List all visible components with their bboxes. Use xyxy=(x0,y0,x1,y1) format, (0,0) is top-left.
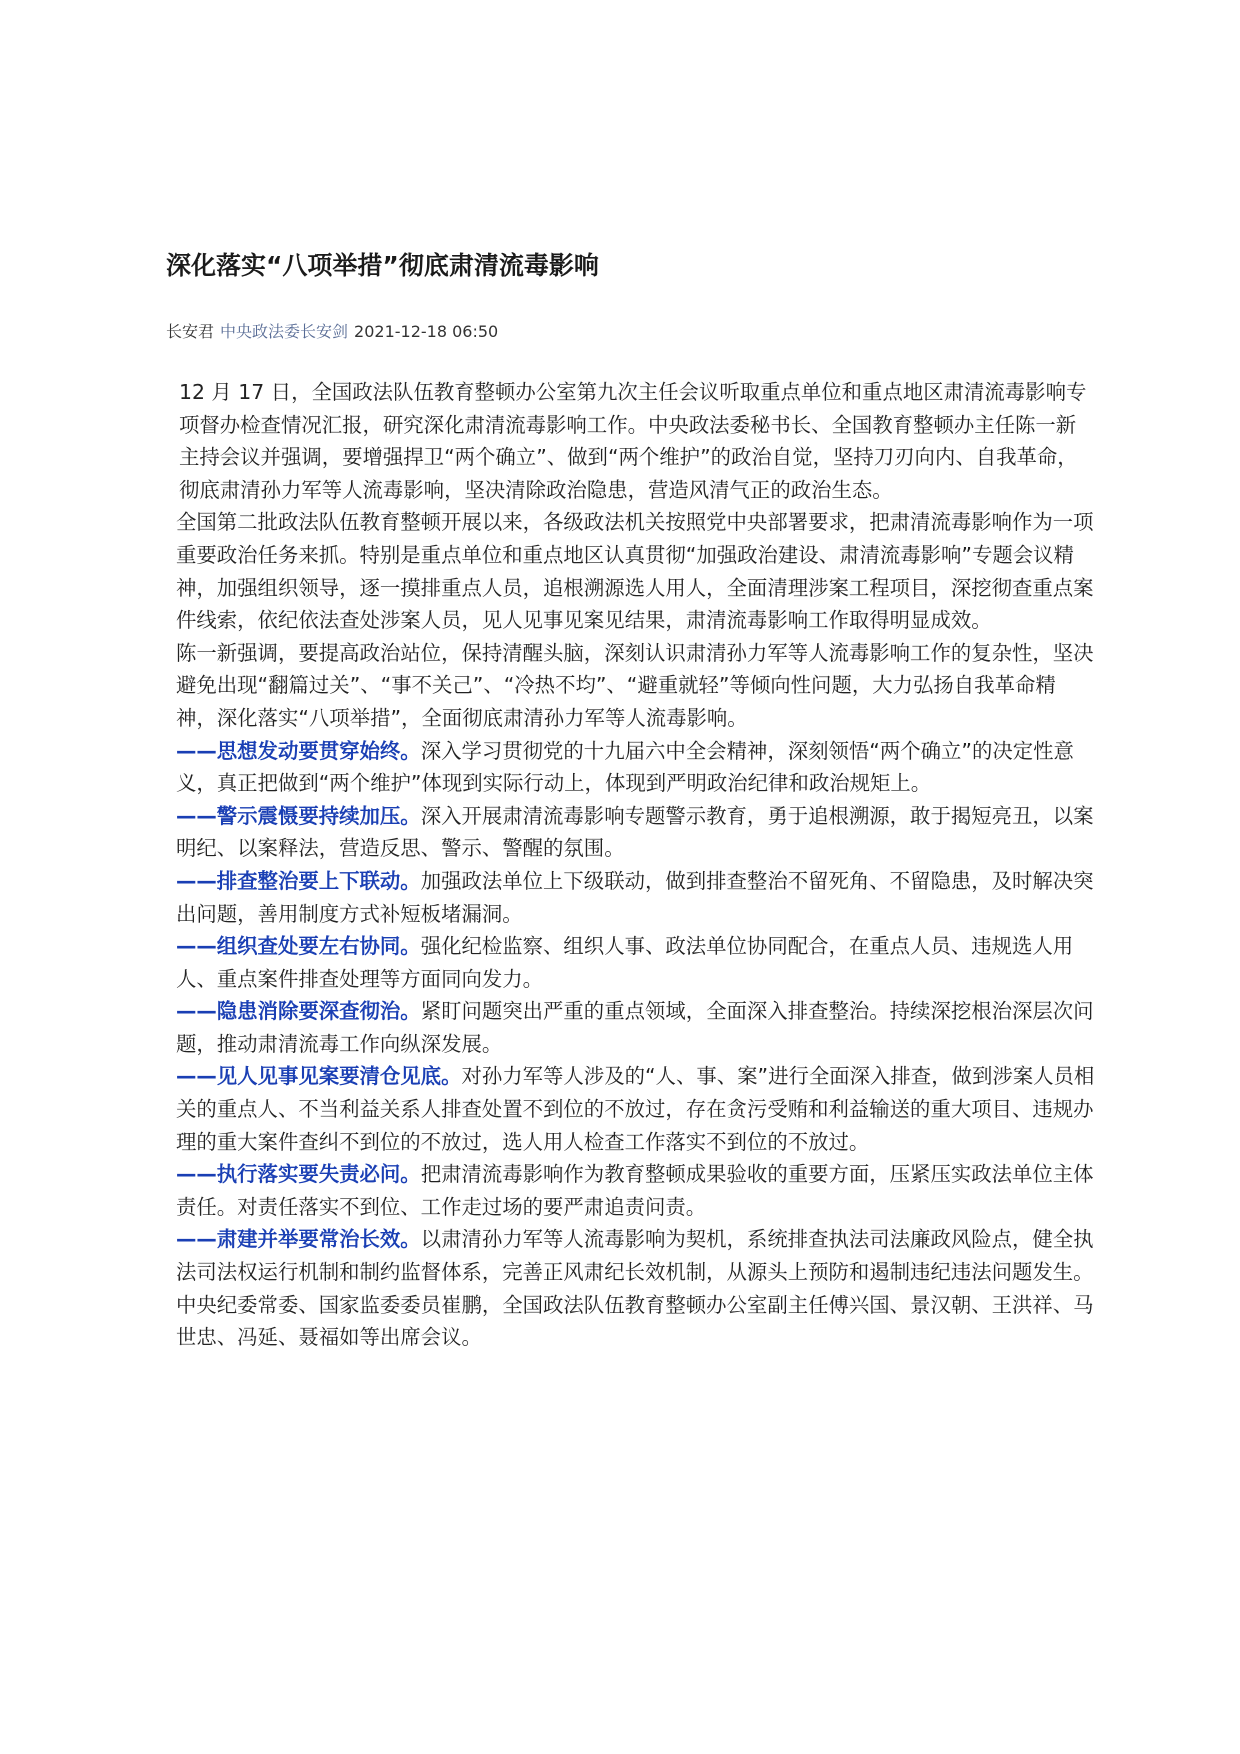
measure-paragraph xyxy=(176,995,1096,1060)
paragraph-text: 紧盯问题突出严重的重点领域，全面深入排查整治。持续深挖根治深层次问题，推动肃清流毒工作向纵深发展。 xyxy=(176,999,1094,1056)
measure-paragraph xyxy=(176,735,1096,800)
paragraph xyxy=(176,637,1096,735)
paragraph-text: 以肃清孙力军等人流毒影响为契机，系统排查执法司法廉政风险点，健全执法司法权运行机制和制约监督体系，完善正风肃纪长效机制，从源头上预防和遏制违纪违法问题发生。 xyxy=(176,1227,1094,1285)
paragraph-text: 中央纪委常委、国家监委委员崔鹏，全国政法队伍教育整顿办公室副主任傅兴国、景汉朝、王洪祥、马世忠、冯延、聂福如等出席会议。 xyxy=(176,1292,1094,1350)
measure-heading: ——隐患消除要深查彻治。 xyxy=(176,999,421,1024)
paragraph-text: 加强政法单位上下级联动，做到排查整治不留死角、不留隐患，及时解决突出问题，善用制度方式补短板堵漏洞。 xyxy=(176,868,1094,926)
paragraph-text: 全国第二批政法队伍教育整顿开展以来，各级政法机关按照党中央部署要求，把肃清流毒影响作为一项重要政治任务来抓。特别是重点单位和重点地区认真贯彻“加强政治建设、肃清流毒影响”专题会议精神，加强组织领导，逐一摸排重点人员，追根溯源选人用人，全面清理涉案工程项目，深挖彻查重点案件线索，依纪依法查处涉案人员，见人见事见案见结果，肃清流毒影响工作取得明显成效。 xyxy=(176,510,1094,633)
measure-heading: ——肃建并举要常治长效。 xyxy=(176,1227,421,1252)
paragraph-text: 深入学习贯彻党的十九届六中全会精神，深刻领悟“两个确立”的决定性意义，真正把做到“两个维护”体现到实际行动上，体现到严明政治纪律和政治规矩上。 xyxy=(176,738,1074,796)
paragraph-text: 深入开展肃清流毒影响专题警示教育，勇于追根溯源，敢于揭短亮丑，以案明纪、以案释法，营造反思、警示、警醒的氛围。 xyxy=(176,803,1094,861)
measure-paragraph xyxy=(176,800,1096,865)
measure-paragraph xyxy=(176,865,1096,930)
measure-heading: ——见人见事见案要清仓见底。 xyxy=(176,1064,462,1089)
measure-paragraph xyxy=(176,930,1096,995)
article-meta xyxy=(166,320,498,344)
measure-paragraph xyxy=(176,1060,1096,1158)
paragraph xyxy=(176,506,1096,636)
measure-paragraph xyxy=(176,1223,1096,1288)
article-title: 深化落实“八项举措”彻底肃清流毒影响 xyxy=(166,251,599,280)
measure-heading: ——排查整治要上下联动。 xyxy=(176,868,421,893)
paragraph-text: 把肃清流毒影响作为教育整顿成果验收的重要方面，压紧压实政法单位主体责任。对责任落实不到位、工作走过场的要严肃追责问责。 xyxy=(176,1162,1094,1219)
author-name: 长安君 xyxy=(166,322,215,341)
measure-paragraph xyxy=(176,1158,1096,1223)
measure-heading: ——思想发动要贯穿始终。 xyxy=(176,738,421,763)
paragraph-text: 强化纪检监察、组织人事、政法单位协同配合，在重点人员、违规选人用人、重点案件排查处理等方面同向发力。 xyxy=(176,934,1074,991)
article-body xyxy=(176,376,1096,1354)
paragraph-text: 12 月 17 日，全国政法队伍教育整顿办公室第九次主任会议听取重点单位和重点地区肃清流毒影响专项督办检查情况汇报，研究深化肃清流毒影响工作。中央政法委秘书长、全国教育整顿办主任陈一新主持会议并强调，要增强捍卫“两个确立”、做到“两个维护”的政治自觉，坚持刀刃向内、自我革命，彻底肃清孙力军等人流毒影响，坚决清除政治隐患，营造风清气正的政治生态。 xyxy=(179,380,1087,502)
account-link[interactable]: 中央政法委长安剑 xyxy=(220,322,349,341)
paragraph-text: 对孙力军等人涉及的“人、事、案”进行全面深入排查，做到涉案人员相关的重点人、不当利益关系人排查处置不到位的不放过，存在贪污受贿和利益输送的重大项目、违规办理的重大案件查纠不到位的不放过，选人用人检查工作落实不到位的不放过。 xyxy=(176,1064,1095,1154)
measure-heading: ——组织查处要左右协同。 xyxy=(176,934,421,959)
paragraph xyxy=(176,1289,1096,1354)
measure-heading: ——警示震慑要持续加压。 xyxy=(176,803,421,828)
paragraph xyxy=(176,376,1096,506)
measure-heading: ——执行落实要失责必问。 xyxy=(176,1162,421,1187)
paragraph-text: 陈一新强调，要提高政治站位，保持清醒头脑，深刻认识肃清孙力军等人流毒影响工作的复杂性，坚决避免出现“翻篇过关”、“事不关己”、“冷热不均”、“避重就轻”等倾向性问题，大力弘扬自我革命精神，深化落实“八项举措”，全面彻底肃清孙力军等人流毒影响。 xyxy=(176,640,1094,730)
publish-time: 2021-12-18 06:50 xyxy=(354,322,499,341)
